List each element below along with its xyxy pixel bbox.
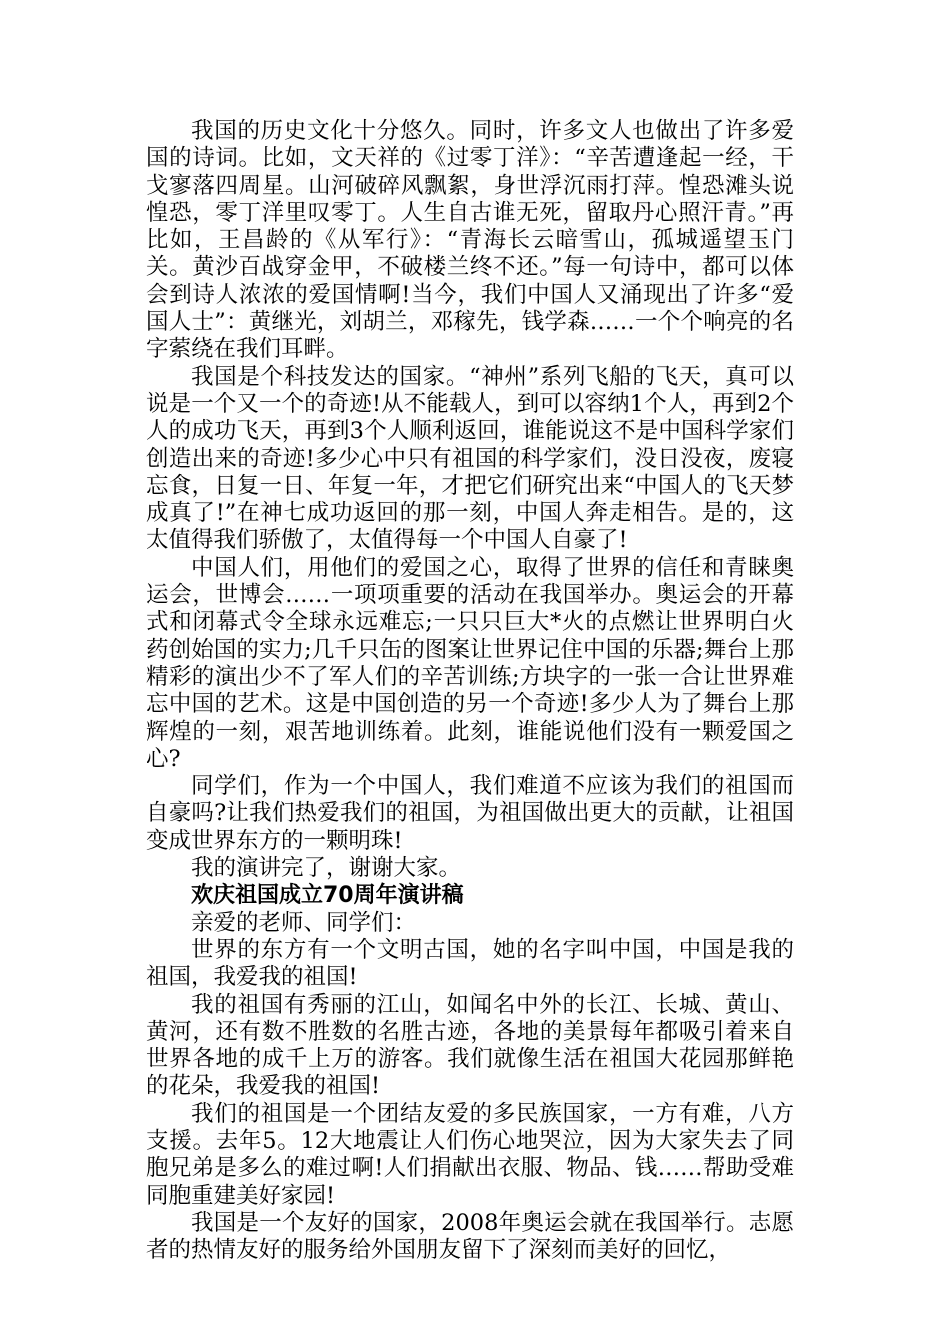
document-page <box>146 118 794 1264</box>
paragraph-closing: 我的演讲完了，谢谢大家。 <box>191 855 462 882</box>
paragraph-space-technology: 我国是个科技发达的国家。“神州”系列飞船的飞天，真可以说是一个又一个的奇迹!从不能载人，到可以容纳1个人，再到2个人的成功飞天，再到3个人顺利返回，谁能说这不是中国科学家们创造出来的奇迹!多少心中只有祖国的科学家们，没日没夜，废寝忘食，日复一日、年复一年，才把它们研究出来“中国人的飞天梦成真了!”在神七成功返回的那一刻，中国人奔走相告。是的，这太值得我们骄傲了，太值得每一个中国人自豪了! <box>146 363 794 554</box>
speech-title: 欢庆祖国成立70周年演讲稿 <box>191 883 464 909</box>
paragraph-unity: 我们的祖国是一个团结友爱的多民族国家，一方有难，八方支援。去年5。12大地震让人们伤心地哭泣，因为大家失去了同胞兄弟是多么的难过啊!人们捐献出衣服、物品、钱……帮助受难同胞重建美好家园! <box>146 1100 794 1209</box>
paragraph-olympics-expo: 中国人们，用他们的爱国之心，取得了世界的信任和青睐奥运会，世博会……一项项重要的活动在我国举办。奥运会的开幕式和闭幕式令全球永远难忘;一只只巨大*火的点燃让世界明白火药创始国的实力;几千只缶的图案让世界记住中国的乐器;舞台上那精彩的演出少不了军人们的辛苦训练;方块字的一张一合让世界难忘中国的艺术。这是中国创造的另一个奇迹!多少人为了舞台上那辉煌的一刻，艰苦地训练着。此刻，谁能说他们没有一颗爱国之心? <box>146 554 794 772</box>
paragraph-call-to-action: 同学们，作为一个中国人，我们难道不应该为我们的祖国而自豪吗?让我们热爱我们的祖国，为祖国做出更大的贡献，让祖国变成世界东方的一颗明珠! <box>146 773 794 854</box>
paragraph-salutation: 亲爱的老师、同学们： <box>191 909 417 936</box>
paragraph-friendly-nation: 我国是一个友好的国家，2008年奥运会就在我国举行。志愿者的热情友好的服务给外国朋友留下了深刻而美好的回忆， <box>146 1209 794 1264</box>
paragraph-history-poems: 我国的历史文化十分悠久。同时，许多文人也做出了许多爱国的诗词。比如，文天祥的《过零丁洋》：“辛苦遭逢起一经，干戈寥落四周星。山河破碎风飘絮，身世浮沉雨打萍。惶恐滩头说惶恐，零丁洋里叹零丁。人生自古谁无死，留取丹心照汗青。”再比如，王昌龄的《从军行》：“青海长云暗雪山，孤城遥望玉门关。黄沙百战穿金甲，不破楼兰终不还。”每一句诗中，都可以体会到诗人浓浓的爱国情啊!当今，我们中国人又涌现出了许多“爱国人士”：黄继光，刘胡兰，邓稼先，钱学森……一个个响亮的名字萦绕在我们耳畔。 <box>146 118 794 363</box>
paragraph-ancient-country: 世界的东方有一个文明古国，她的名字叫中国，中国是我的祖国，我爱我的祖国! <box>146 936 794 991</box>
paragraph-landscapes: 我的祖国有秀丽的江山，如闻名中外的长江、长城、黄山、黄河，还有数不胜数的名胜古迹，各地的美景每年都吸引着来自世界各地的成千上万的游客。我们就像生活在祖国大花园那鲜艳的花朵，我爱我的祖国! <box>146 991 794 1100</box>
